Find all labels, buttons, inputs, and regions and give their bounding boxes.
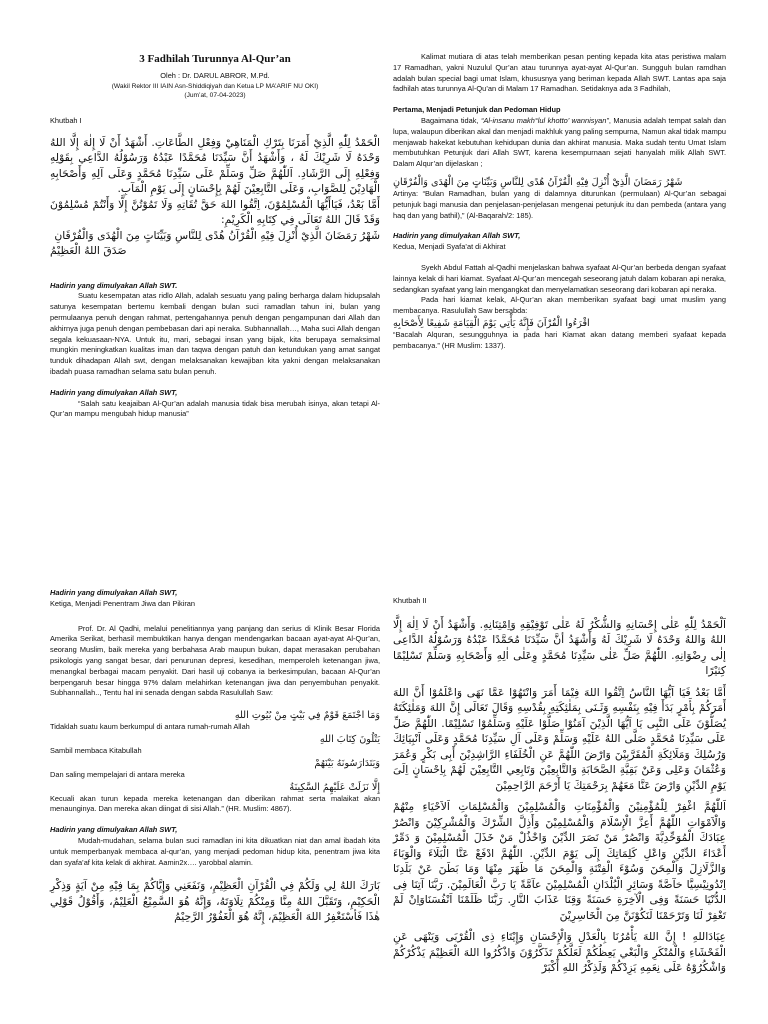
hadith-translation-3: Dan saling mempelajari di antara mereka — [50, 769, 185, 779]
paragraph-mudah-mudahan: Mudah-mudahan, selama bulan suci ramadlan ini kita dikuatkan niat dan amal ibadah kita untuk memperbanyak membaca al-qur’an, yang menjadi pedoman hidup kita, penentram jiwa kita dan syafa’af kita kelak di akhirat. Aamin2x…. yarobbal alamin. — [50, 835, 380, 867]
paragraph-prof-al-qadhi: Prof. Dr. Al Qadhi, melalui penelitiannya yang panjang dan serius di Klinik Besar Florida Amerika Serikat, berhasil membuktikan hanya dengan mendengarkan bacaan ayat-ayat Al-Qur’an, seorang Muslim, baik mereka yang berbahasa Arab maupun bukan, dapat merasakan perubahan psikologis yang sangat besar, dari penurunan depresi, kesedihan, memperoleh ketenangan jiwa, menangkal berbagai macam penyakit. Dari hasil uji cobanya ia berkesimpulan, bacaan Al-Qur’an berpengaruh besar hingga 97% dalam melahirkan ketenangan jiwa dan penyembuhan penyakit. Subhannallah.., Tentu hal ini senada dengan sabda Rasulullah Saw: — [50, 623, 380, 698]
paragraph-bagaimana-post: , Manusia adalah tempat salah dan lupa, walaupun diberikan akal dan menjadi makhluk yang paling sempurna, Namun akal tidak mampu menjawab hakekat kebutuhan kehidupan dunia dan akhirat manusia. Maka sudah tentu Umat Islam membutuhkan Petunjuk dari Allah SWT, karena kesempurnaan sejati hanyalah milik Allah SWT. Dalam Alqur’an dijelaskan ; — [393, 115, 726, 169]
arabic-hadith: اقْرَءُوا الْقُرْآنَ فَإِنَّهُ يَأْتِي يَوْمَ الْقِيَامَةِ شَفِيعًا لِأَصْحَابِهِ — [393, 317, 590, 329]
paragraph-syekh-abdul-fattah: Syekh Abdul Fattah al-Qadhi menjelaskan bahwa syafaat Al-Qur’an berbeda dengan syafaat lainnya kelak di hari kiamat. Syafaat Al-Qur’an mencegah seseorang jatuh dalam kobaran api neraka, sedangkan syafaat yang lain mengangkat dan menyelamatkan seseorang dari kobaran api neraka. — [393, 262, 726, 294]
hadirin-heading-4: Hadirin yang dimulyakan Allah SWT, — [50, 588, 178, 597]
hadirin-heading-2: Hadirin yang dimulyakan Allah SWT, — [50, 387, 178, 397]
fadhilah-2-heading: Kedua, Menjadi Syafa’at di Akhirat — [393, 242, 506, 252]
arabic-doa: اَللّٰهُمَّ اغْفِرْ لِلْمُؤْمِنِيْنَ وَالْمُؤْمِنَاتِ وَالْمُسْلِمِيْنَ وَالْمُسْلِمَاتِ اَلاَحْيَاءِ مِنْهُمْ وَالْاَمْوَاتِ اللّٰهُمَّ أَعِزَّ الْإِسْلَامَ وَالْمُسْلِمِيْنَ وَأَذِلَّ الشِّرْكَ وَالْمُشْرِكِيْنَ وَانْصُرْ عِبَادَكَ الْمُوَحِّدِيَّةَ وَانْصُرْ مَنْ نَصَرَ الدِّيْنَ وَاخْذُلْ مَنْ خَذَلَ الْمُسْلِمِيْنَ وَ دَمِّرْ أَعْدَاءَ الدِّيْنِ وَاعْلِ كَلِمَاتِكَ إِلَى يَوْمَ الدِّيْنِ. اللّٰهُمَّ ادْفَعْ عَنَّا الْبَلَاءَ وَالْوَبَاءَ وَالزَّلَازِلَ وَالْمِحَنَ وَسُوْءَ الْفِتْنَةِ وَالْمِحَنَ مَا ظَهَرَ مِنْهَا وَمَا بَطَنَ عَنْ بَلَدِنَا اِنْدُونِيْسِيَّا خآصَّةً وَسَائِرِ الْبُلْدَانِ الْمُسْلِمِيْنَ عآمَّةً يَا رَبَّ الْعَالَمِيْنَ. رَبَّنَا آتِنَا فِى الدُّنْيَا حَسَنَةً وَفِى الْآخِرَةِ حَسَنَةً وَقِنَا عَذَابَ النَّارِ. رَبَّنَا ظَلَمْنَا اَنْفُسَنَاوَاِنْ لَمْ تَغْفِرْ لَنَا وَتَرْحَمْنَا لَنَكُوْنَنَّ مِنَ الْخَاسِرِيْنَ — [393, 800, 726, 922]
hadith-translation-4: Kecuali akan turun kepada mereka ketenangan dan diberikan rahmat serta malaikat akan menaunginya. Dan mereka akan diingat di sisi Allah.” (HR. Muslim: 4867). — [50, 793, 380, 814]
arabic-shalawat: أَمَّا بَعْدُ فَيَا اَيُّهَا النَّاسُ اِتَّقُوا اللهَ فِيْمَا أَمَرَ وَانْتَهُوْا عَمَّا نَهَى وَاعْلَمُوْا أَنَّ اللهَ أَمَرَكُمْ بِأَمْرٍ بَدَأَ فِيْهِ بِنَفْسِهِ وَثَـنَى بِمَلٰئِكَتِهِ بِقُدْسِهِ وَقَالَ تَعَالَى إِنَّ اللهَ وَمَلٰئِكَتَهُ يُصَلُّوْنَ عَلَى النَّبِى يَا اَيُّهَا الَّذِيْنَ آمَنُوْا صَلُّوْا عَلَيْهِ وَسَلِّمُوْا تَسْلِيْمًا. اللّٰهُمَّ صَلِّ عَلَى سَيِّدِنَا مُحَمَّدٍ صَلَّى اللهُ عَلَيْهِ وَسَلِّمْ وَعَلَى آلِ سَيِّدِنَا مُحَمَّدٍ وَعَلَى اَنْبِيَائِكَ وَرُسُلِكَ وَمَلَائِكَةِ الْمُقَرَّبِيْنَ وَارْضَ اللّٰهُمَّ عَنِ الْخُلَفَاءِ الرَّاشِدِيْنَ أَبِى بَكْرٍ وَعُمَرَ وَعُثْمَانَ وَعَلِى وَعَنْ بَقِيَّةِ الصَّحَابَةِ وَالتَّابِعِيْنَ وَتَابِعِي التَّابِعِيْنَ لَهُمْ بِاِحْسَانٍ اِلَىَ يَوْمِ الدِّيْنِ وَارْضَ عَنَّا مَعَهُمْ بِرَحْمَتِكَ يَا أَرْحَمَ الرَّاحِمِيْنَ — [393, 685, 726, 792]
hadith-arabic-4: إِلَّا نَزَلَتْ عَلَيْهِمُ السَّكِينَةُ — [289, 781, 380, 793]
paragraph-keajaiban: “Salah satu keajaiban Al-Qur’an adalah manusia tidak bisa merubah isinya, akan tetapi Al-Qur’an mampu mengubah hidup manusia” — [50, 398, 380, 419]
date-line: (Jum’at, 07-04-2023) — [184, 91, 246, 99]
arabic-ibadallah: عِبَادَاللهِ ! إِنَّ اللهَ يَأْمُرُنَا بِالْعَدْلِ وَالْإِحْسَانِ وَإِيْتَاءِ ذِى الْقُرْبَى وَيَنْهَى عَنِ الْفَحْشَاءِ وَالْمُنْكَرِ وَالْبَغْي يَعِظُكُمْ لَعَلَّكُمْ تَذَكَّرُوْنَ وَاذْكُرُوا اللهَ الْعَظِيْمَ يَذْكُرْكُمْ وَاشْكُرُوْهُ عَلَى نِعَمِهِ يَزِدْكُمْ وَلَذِكْرُ اللهِ أَكْبَرْ — [393, 930, 726, 975]
bottom-right-column — [393, 596, 726, 976]
fadhilah-1-heading: Pertama, Menjadi Petunjuk dan Pedoman Hidup — [393, 105, 561, 115]
affiliation-line: (Wakil Rektor III IAIN Asn-Shiddiqiyah dan Ketua LP MA’ARIF NU OKI) — [111, 82, 319, 90]
document-title: 3 Fadhilah Turunnya Al-Qur’an — [139, 53, 291, 65]
top-left-column — [50, 52, 380, 420]
author-line: Oleh : Dr. DARUL ABROR, M.Pd. — [160, 71, 270, 80]
khutbah-2-heading: Khutbah II — [393, 596, 427, 605]
quote-al-insanu: “Al-insanu makh°lul khotto’ wannisyan” — [481, 115, 609, 125]
fadhilah-3-heading: Ketiga, Menjadi Penentram Jiwa dan Pikiran — [50, 598, 196, 608]
top-right-column — [393, 52, 726, 352]
paragraph-kesempatan: Suatu kesempatan atas ridlo Allah, adalah sesuatu yang paling berharga dalam hidupsalah satunya kesempatan bertemu kembali dengan bulan suci ramadlan tahun ini, bulan yang permulaanya penuh dengan rahmat, pertengahannya penuh dengan pengampunan dari Allah dan akhirnya juga penuh dengan pembebasan dari api neraka. Subhannallah…, Maha suci Allah dengan segala kekuasaan-NYA. Untuk itu, mari, sebagai insan yang bijak, kita berupaya semaksimal mungkin meningkatkan kualitas iman dan taqwa dengan patuh dan ketundukan yang amat sangat tunduk dihadapan Allah swt, dengan melaksanakan kewajiban kita yakni dengan melaksanakan ibadah puasa ramadhan selama satu bulan penuh. — [50, 291, 380, 376]
hadith-translation-1: Tidaklah suatu kaum berkumpul di antara rumah-rumah Allah — [50, 722, 250, 732]
arabic-verse: شَهْرُ رَمَضَانَ الَّذِيْ أُنْزِلَ فِيْهِ الْقُرْآنُ هُدًى لِلنَّاسِ وَبَيِّنَاتٍ مِنَ الْهُدَى وَالْفُرْقَانِ — [54, 228, 380, 242]
hadirin-heading-5: Hadirin yang dimulyakan Allah SWT, — [50, 825, 178, 835]
arabic-khutbah-2-opening: اَلْحَمْدُ لِلّٰهِ عَلٰى إِحْسَانِهِ وَالشُّكْرُ لَهُ عَلٰى تَوْفِيْقِهِ وَاِمْتِنَانِهِ. وَأَشْهَدُ أَنْ لَا اِلٰهَ إِلَّا اللهُ وَاللهُ وَحْدَهُ لَا شَرِيْكَ لَهُ وَأَشْهَدُ أنَّ سَيِّدَنَا مُحَمَّدًا عَبْدُهُ وَرَسُوْلُهُ الدَّاعِى إلٰى رِضْوَانِهِ. اللّٰهُمَّ صَلِّ عَلٰى سَيِّدِنَا مُحَمَّدٍ وِعَلٰى اٰلِهِ وَأَصْحَابِهِ وَسَلِّمْ تَسْلِيْمًا كِثيْرًا — [393, 617, 726, 678]
bottom-left-column — [50, 588, 380, 925]
hadith-arabic-1: وَمَا اجْتَمَعَ قَوْمٌ فِي بَيْتٍ مِنْ بُيُوتِ اللهِ — [234, 710, 380, 722]
hadirin-heading-3: Hadirin yang dimulyakan Allah SWT, — [393, 231, 521, 241]
arabic-sadaqallah: صَدَقَ اللهُ الْعَظِيْمُ — [50, 244, 127, 258]
hadith-arabic-2: يَتْلُونَ كِتَابَ اللهِ — [319, 733, 380, 745]
paragraph-bagaimana — [393, 116, 726, 170]
khutbah-1-heading: Khutbah I — [50, 115, 82, 125]
hadirin-heading-1: Hadirin yang dimulyakan Allah SWT. — [50, 280, 178, 290]
paragraph-kalimat-mutiara: Kalimat mutiara di atas telah memberikan pesan penting kepada kita atas peristiwa malam 17 Ramadhan, yakni Nuzulul Qur’an atau turunnya ayat-ayat Al-Qur’an. Sungguh bulan ramdhan adalah bulan special bagi umat Islam, khususnya yang beriman kepada Allah SWT. Lantas apa saja fadhilah atas turunnya Al-Qu’an di Malam 17 Ramadhan. Setidaknya ada 3 Fadhilah, — [393, 52, 726, 94]
hadith-translation: “Bacalah Alquran, sesungguhnya ia pada hari Kiamat akan datang memberi syafaat kepada pembacanya.” (HR Muslim: 1337). — [393, 329, 726, 350]
hadith-translation-2: Sambil membaca Kitabullah — [50, 745, 142, 755]
arabic-barakallah: بَارَكَ اللهُ لِي وَلَكُمْ فِي الْقُرْآنِ الْعَظِيْمِ، وَنَفَعَنِي وَإِيَّاكُمْ بِمَا فِيْهِ مِنْ آيَةٍ وَذِكْرِ الْحَكِيْمِ، وَتَقَبَّلَ اللهُ مِنَّا وَمِنْكُمْ تِلَاوَتَهُ، وَإِنَّهُ هُوَ السَّمِيْعُ الْعَلِيْمُ، وَأَقُوْلُ قَوْلِي هٰذَا فَأسْتَغْفِرُ اللهَ الْعَظِيْمَ، إِنَّهُ هُوَ الْغَفُوْرُ الرَّحِيْمُ — [50, 879, 380, 924]
paragraph-bagaimana-pre: Bagaimana tidak, — [421, 115, 481, 125]
arabic-opening: الْحَمْدُ لِلّٰهِ الَّذِيْ أَمَرَنَا بِتَرْكِ الْمَنَاهِيْ وَفِعْلِ الطَّاعَاتِ. أَشْهَدُ أَنْ لَا إِلٰهَ إِلَّا اللهُ وَحْدَهُ لَا شَرِيْكَ لَهُ ، وَأَشْهَدُ أَنَّ سَيِّدَنَا مُحَمَّدًا عَبْدُهُ وَرَسُوْلُهُ الدَّاعِي بِقَوْلِهِ وَفِعْلِهِ إِلَى الرَّشَادِ. اَللّٰهُمَّ صَلِّ وَسَلِّمْ عَلَى سَيِّدِنَا مُحَمَّدٍ وَعَلَى آلِهِ وَأَصْحَابِهِ الْهَادِيْنَ لِلصَّوَابِ، وَعَلَى التَّابِعِيْنَ لَهُمْ بِإِحْسَانٍ إِلَى يَوْمِ الْمَآبِ. — [50, 135, 380, 196]
hadith-arabic-3: وَيَتَدَارَسُونَهُ بَيْنَهُمْ — [314, 757, 380, 769]
arabic-verse-2: شَهْرُ رَمَضَانَ الَّذِيْ أُنْزِلَ فِيْهِ الْقُرْآنُ هُدًى لِلنَّاسِ وَبَيِّنَاتٍ مِنَ الْهُدَى وَالْفُرْقَانِ — [393, 176, 683, 188]
verse-translation: Artinya: “Bulan Ramadhan, bulan yang di dalamnya diturunkan (permulaan) Al-Qur’an sebagai petunjuk bagi manusia dan penjelasan-penjelasan mengenai petunjuk itu dan pembeda (antara yang haq dan yang bathil),” (Al-Baqarah/2: 185). — [393, 188, 726, 220]
paragraph-hari-kiamat: Pada hari kiamat kelak, Al-Qur’an akan memberikan syafaat bagi umat muslim yang membacanya. Rasulullah Saw bersabda: — [393, 295, 726, 316]
arabic-amma-badu: أَمَّا بَعْدُ، فَيَاأَيُّهَا الْمُسْلِمُوْنَ، اِتَّقُوا اللهَ حَقَّ تُقَاتِهِ وَلَا تَمُوْتُنَّ إِلَّا وَأَنْتُمْ مُسْلِمُوْنَ وَقَدْ قَالَ اللهُ تَعَالَى فِي كِتَابِهِ الْكَرِيْمِ: — [50, 197, 380, 227]
